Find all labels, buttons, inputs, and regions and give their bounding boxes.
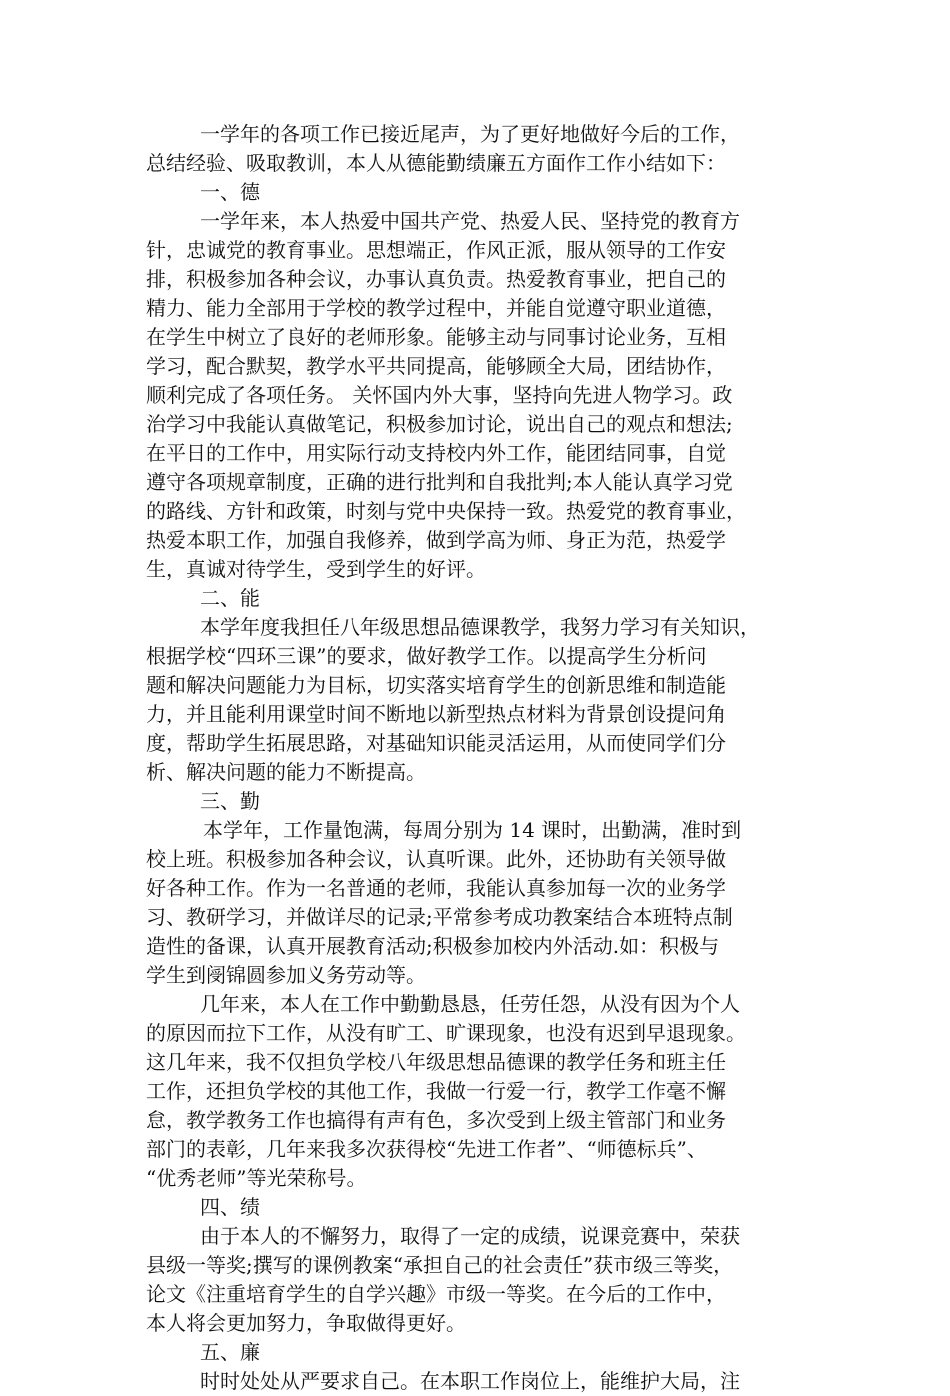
document-line: 的路线、方针和政策，时刻与党中央保持一致。热爱党的教育事业， (146, 499, 746, 523)
document-line: 精力、能力全部用于学校的教学过程中，并能自觉遵守职业道德， (146, 296, 726, 320)
document-line: 论文《注重培育学生的自学兴趣》市级一等奖。在今后的工作中， (146, 1282, 726, 1306)
document-line: 习、教研学习，并做详尽的记录;平常参考成功教案结合本班特点制 (146, 905, 733, 929)
document-line: 部门的表彰，几年来我多次获得校“先进工作者”、“师德标兵”、 (146, 1137, 707, 1161)
document-line: 排，积极参加各种会议，办事认真负责。热爱教育事业，把自己的 (146, 267, 726, 291)
document-line: 在平日的工作中，用实际行动支持校内外工作，能团结同事，自觉 (146, 441, 726, 465)
document-line: “优秀老师”等光荣称号。 (146, 1166, 367, 1190)
document-line: 生，真诚对待学生，受到学生的好评。 (146, 557, 486, 581)
document-line: 几年来，本人在工作中勤勤恳恳，任劳任怨，从没有因为个人 (200, 992, 740, 1016)
document-line: 根据学校“四环三课”的要求，做好教学工作。以提高学生分析问 (146, 644, 707, 668)
document-line: 度，帮助学生拓展思路，对基础知识能灵活运用，从而使同学们分 (146, 731, 726, 755)
document-line: 学生到阌锦圆参加义务劳动等。 (146, 963, 426, 987)
document-line: 本学年，工作量饱满，每周分别为 14 课时，出勤满，准时到 (203, 818, 742, 842)
document-line: 针，忠诚党的教育事业。思想端正，作风正派，服从领导的工作安 (146, 238, 726, 262)
document-line: 好各种工作。作为一名普通的老师，我能认真参加每一次的业务学 (146, 876, 726, 900)
document-line: 本学年度我担任八年级思想品德课教学，我努力学习有关知识， (200, 615, 760, 639)
document-page (146, 120, 808, 1396)
document-line: 一、德 (200, 180, 260, 204)
document-line: 校上班。积极参加各种会议，认真听课。此外，还协助有关领导做 (146, 847, 726, 871)
document-line: 时时处处从严要求自己。在本职工作岗位上，能维护大局，注 (200, 1369, 740, 1393)
document-line: 题和解决问题能力为目标，切实落实培育学生的创新思维和制造能 (146, 673, 726, 697)
document-line: 力，并且能利用课堂时间不断地以新型热点材料为背景创设提问角 (146, 702, 726, 726)
document-line: 在学生中树立了良好的老师形象。能够主动与同事讨论业务，互相 (146, 325, 726, 349)
document-line: 总结经验、吸取教训，本人从德能勤绩廉五方面作工作小结如下： (146, 151, 726, 175)
document-line: 析、解决问题的能力不断提高。 (146, 760, 426, 784)
document-line: 遵守各项规章制度，正确的进行批判和自我批判;本人能认真学习党 (146, 470, 733, 494)
document-line: 顺利完成了各项任务。 关怀国内外大事，坚持向先进人物学习。政 (146, 383, 733, 407)
document-line: 热爱本职工作，加强自我修养，做到学高为师、身正为范，热爱学 (146, 528, 726, 552)
document-line: 四、绩 (200, 1195, 260, 1219)
document-line: 一学年来，本人热爱中国共产党、热爱人民、坚持党的教育方 (200, 209, 740, 233)
document-line: 一学年的各项工作已接近尾声，为了更好地做好今后的工作， (200, 122, 740, 146)
document-line: 治学习中我能认真做笔记，积极参加讨论，说出自己的观点和想法; (146, 412, 733, 436)
document-line: 工作，还担负学校的其他工作，我做一行爱一行，教学工作毫不懈 (146, 1079, 726, 1103)
document-line: 这几年来，我不仅担负学校八年级思想品德课的教学任务和班主任 (146, 1050, 726, 1074)
document-line: 学习，配合默契，教学水平共同提高，能够顾全大局，团结协作， (146, 354, 726, 378)
document-line: 造性的备课，认真开展教育活动;积极参加校内外活动.如：积极与 (146, 934, 720, 958)
document-line: 由于本人的不懈努力，取得了一定的成绩，说课竞赛中，荣获 (200, 1224, 740, 1248)
document-line: 县级一等奖;撰写的课例教案“承担自己的社会责任”获市级三等奖， (146, 1253, 734, 1277)
document-line: 怠，教学教务工作也搞得有声有色，多次受到上级主管部门和业务 (146, 1108, 726, 1132)
document-line: 本人将会更加努力，争取做得更好。 (146, 1311, 466, 1335)
document-line: 二、能 (200, 586, 260, 610)
document-line: 五、廉 (200, 1340, 260, 1364)
document-line: 的原因而拉下工作，从没有旷工、旷课现象，也没有迟到早退现象。 (146, 1021, 746, 1045)
document-line: 三、勤 (200, 789, 260, 813)
